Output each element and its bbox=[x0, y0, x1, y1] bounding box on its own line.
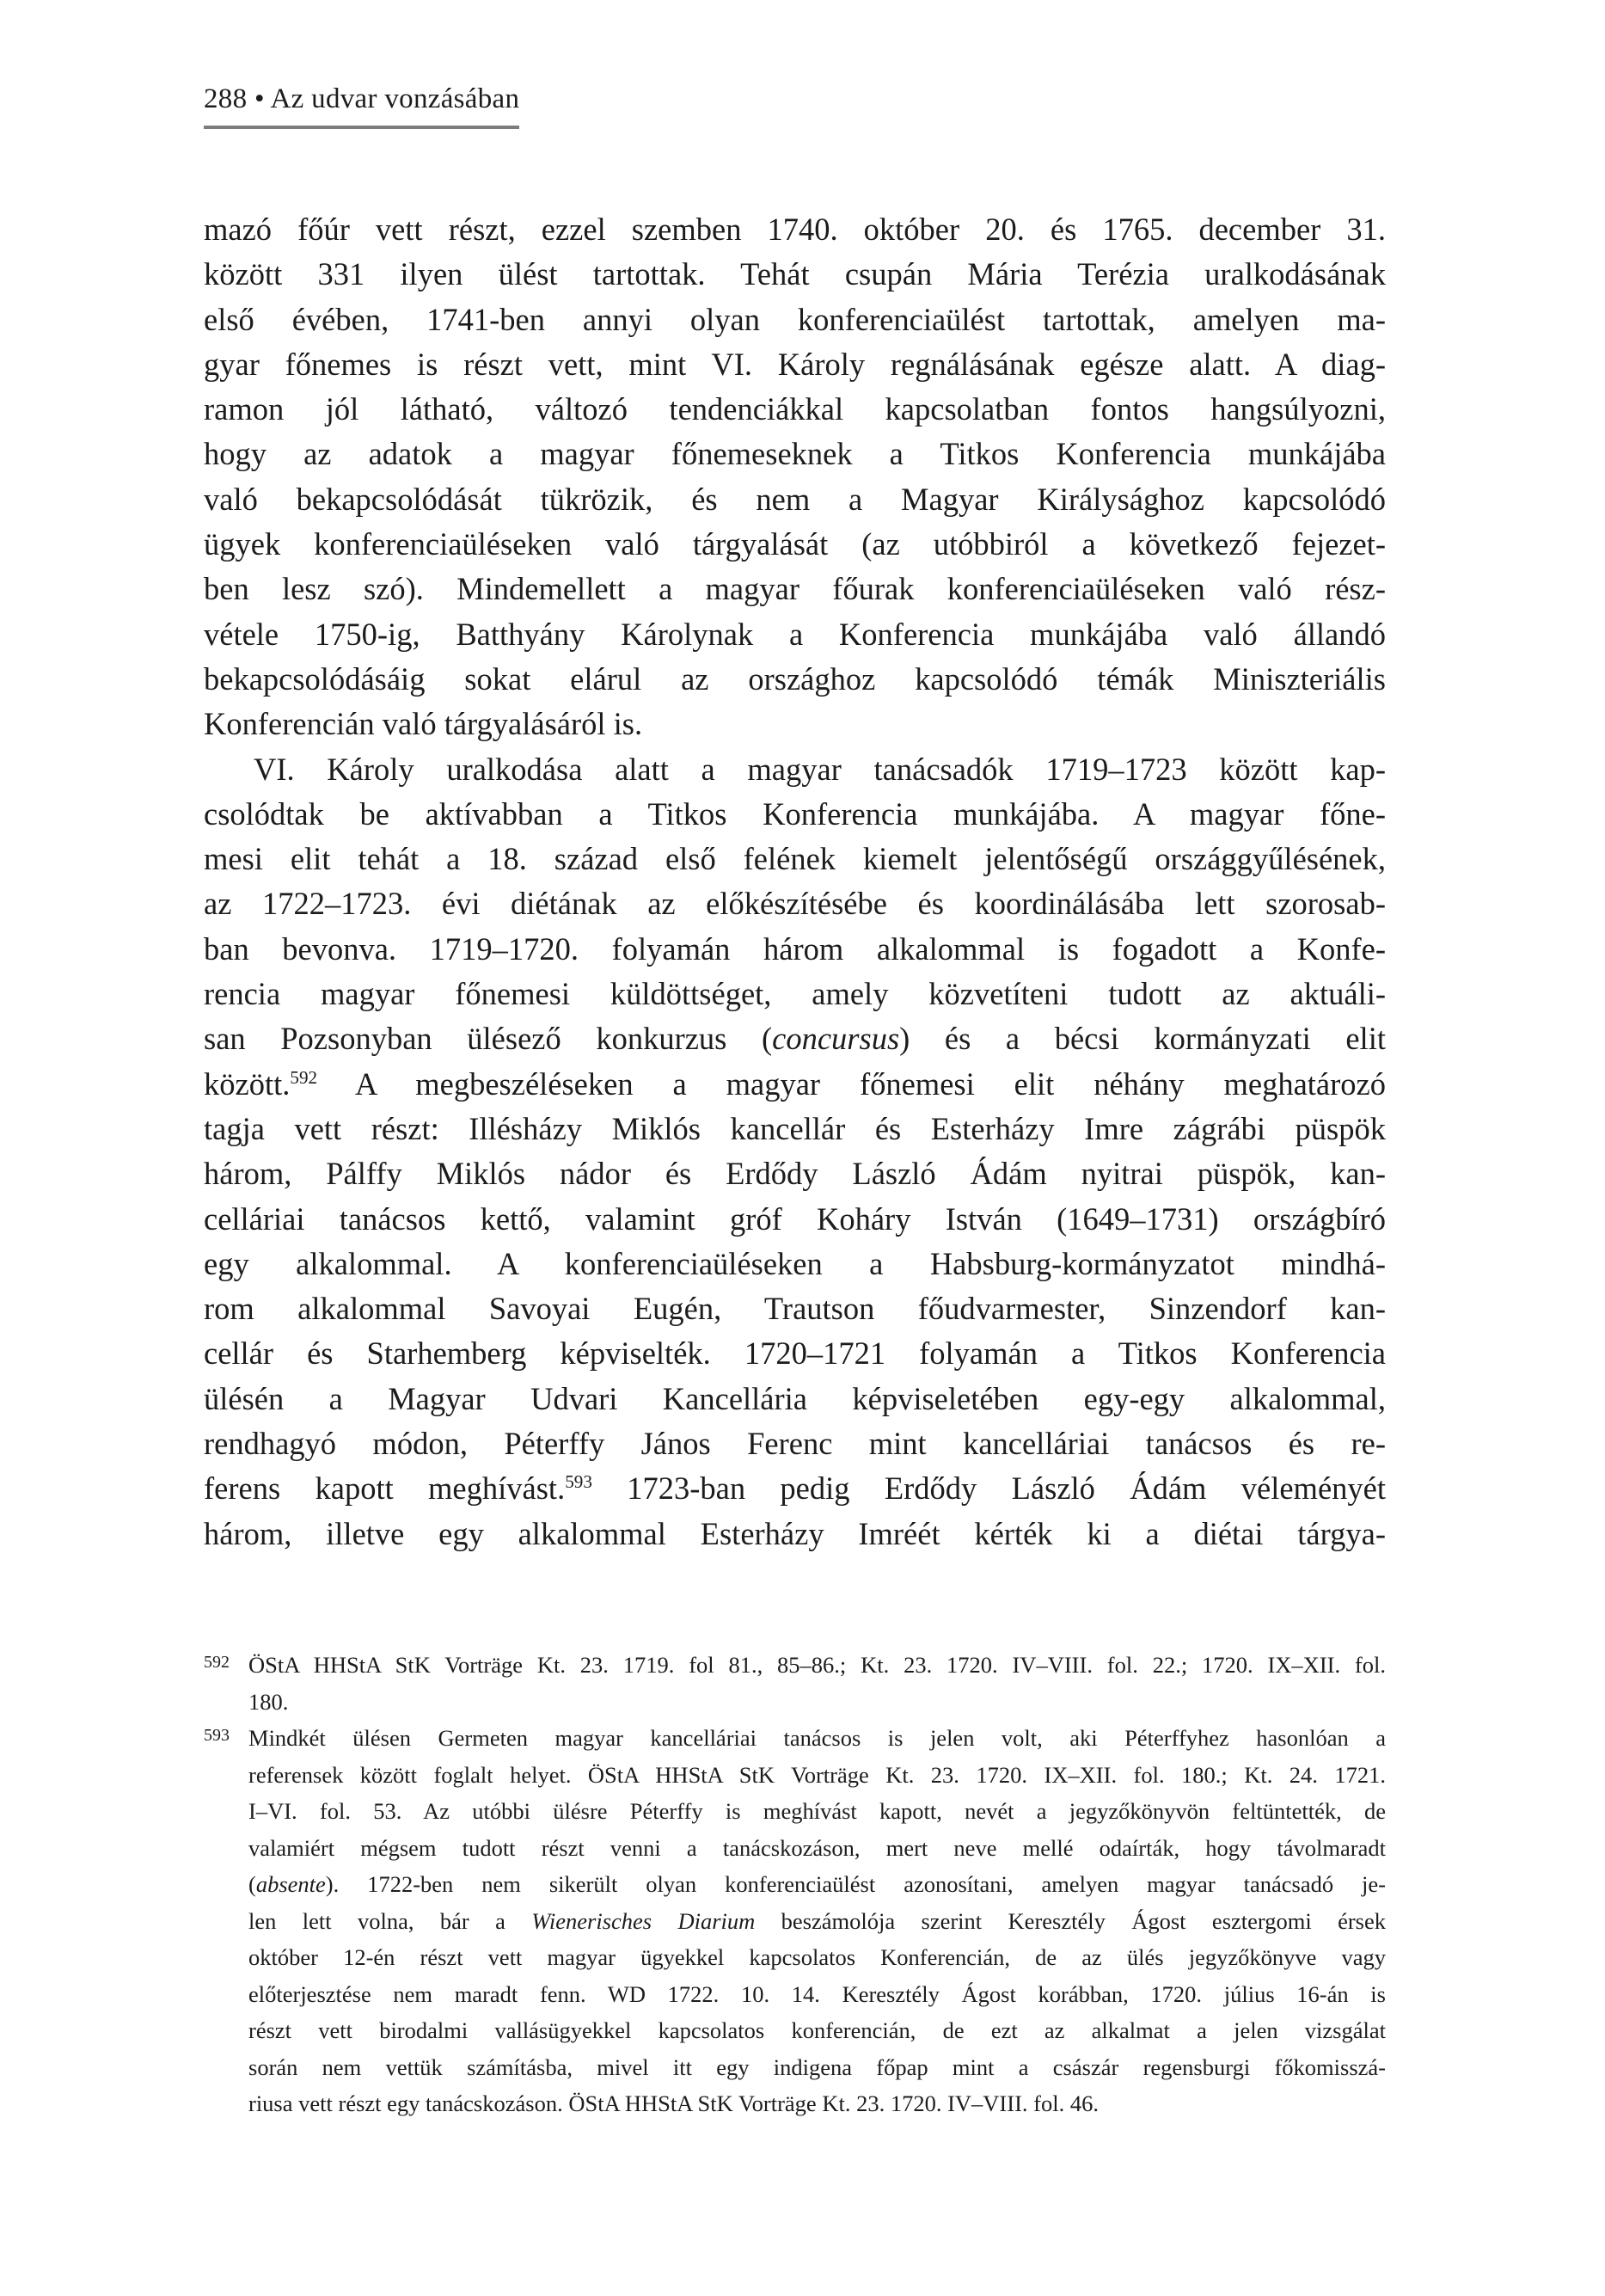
text-run: beszámolója szerint Keresztély Ágost esztergomi érsek bbox=[755, 1907, 1386, 1934]
body-line bbox=[204, 1016, 1386, 1061]
body-line bbox=[204, 1286, 1386, 1331]
text-run: bekapcsolódásáig sokat elárul az országhoz kapcsolódó témák Miniszteriális bbox=[204, 660, 1386, 697]
body-line bbox=[204, 252, 1386, 297]
body-line bbox=[204, 207, 1386, 252]
text-run: Mindkét ülésen Germeten magyar kancelláriai tanácsos is jelen volt, aki Péterffyhez hasonlóan a bbox=[248, 1725, 1386, 1751]
text-run: hogy az adatok a magyar főnemeseknek a Titkos Konferencia munkájába bbox=[204, 436, 1386, 472]
text-run: tagja vett részt: Illésházy Miklós kancellár és Esterházy Imre zágrábi püspök bbox=[204, 1110, 1386, 1146]
body-line bbox=[204, 881, 1386, 926]
text-run: ben lesz szó). Mindemellett a magyar főurak konferenciaüléseken való rész- bbox=[204, 571, 1386, 607]
body-line bbox=[204, 657, 1386, 702]
footnote-line bbox=[248, 1830, 1386, 1867]
body-line bbox=[204, 1197, 1386, 1242]
body-line bbox=[204, 1107, 1386, 1151]
text-run: valamiért mégsem tudott részt venni a tanácskozáson, mert neve mellé odaírták, hogy távolmaradt bbox=[248, 1834, 1386, 1861]
text-run: ÖStA HHStA StK Vorträge Kt. 23. 1719. fol 81., 85–86.; Kt. 23. 1720. IV–VIII. fol. 22.; 1720. IX–XII. fol. bbox=[248, 1652, 1386, 1678]
body-text bbox=[204, 207, 1386, 1556]
text-run: ülésén a Magyar Udvari Kancellária képviseletében egy-egy alkalommal, bbox=[204, 1380, 1386, 1416]
footnote-592 bbox=[204, 1647, 1386, 1720]
text-run: san Pozsonyban ülésező konkurzus ( bbox=[204, 1021, 773, 1057]
text-run: mesi elit tehát a 18. század első felének kiemelt jelentőségű országgyűlésének, bbox=[204, 841, 1386, 877]
footnote-line bbox=[248, 2085, 1386, 2122]
text-run: egy alkalommal. A konferenciaüléseken a Habsburg-kormányzatot mindhá- bbox=[204, 1245, 1386, 1281]
text-run: ) és a bécsi kormányzati elit bbox=[899, 1021, 1386, 1057]
italic-text: Wienerisches Diarium bbox=[531, 1907, 756, 1934]
text-run: rom alkalommal Savoyai Eugén, Trautson főudvarmester, Sinzendorf kan- bbox=[204, 1291, 1386, 1327]
text-run: I–VI. fol. 53. Az utóbbi ülésre Péterffy is meghívást kapott, nevét a jegyzőkönyvön feltüntették, de bbox=[248, 1798, 1386, 1824]
text-run: ügyek konferenciaüléseken való tárgyalását (az utóbbiról a következő fejezet- bbox=[204, 526, 1386, 562]
paragraph-2 bbox=[204, 747, 1386, 1556]
text-run: első évében, 1741-ben annyi olyan konferenciaülést tartottak, amelyen ma- bbox=[204, 301, 1386, 337]
text-run: során nem vettük számításba, mivel itt egy indigena főpap mint a császár regensburgi főkomisszá- bbox=[248, 2054, 1386, 2080]
footnote-line bbox=[248, 1793, 1386, 1830]
body-line bbox=[204, 567, 1386, 611]
text-run: ban bevonva. 1719–1720. folyamán három alkalommal is fogadott a Konfe- bbox=[204, 930, 1386, 967]
text-run: rencia magyar főnemesi küldöttséget, amely közvetíteni tudott az aktuáli- bbox=[204, 976, 1386, 1012]
italic-text: absente bbox=[255, 1871, 326, 1897]
footnotes bbox=[204, 1647, 1386, 2122]
body-line bbox=[204, 1466, 1386, 1511]
footnote-ref: 593 bbox=[565, 1471, 592, 1493]
footnote-line bbox=[248, 1647, 1386, 1684]
text-run: október 12-én részt vett magyar ügyekkel kapcsolatos Konferencián, de az ülés jegyzőkönyve vagy bbox=[248, 1944, 1386, 1970]
text-run: referensek között foglalt helyet. ÖStA HHStA StK Vorträge Kt. 23. 1720. IX–XII. fol. 180.; Kt. 24. 1721. bbox=[248, 1761, 1386, 1788]
body-line bbox=[204, 522, 1386, 567]
text-run: gyar főnemes is részt vett, mint VI. Károly regnálásának egésze alatt. A diag- bbox=[204, 346, 1386, 382]
footnote-line bbox=[248, 2012, 1386, 2049]
text-run: riusa vett részt egy tanácskozáson. ÖStA HHStA StK Vorträge Kt. 23. 1720. IV–VIII. fol. 46. bbox=[248, 2090, 1099, 2116]
text-run: cellár és Starhemberg képviselték. 1720–1721 folyamán a Titkos Konferencia bbox=[204, 1335, 1386, 1372]
text-run: ferens kapott meghívást. bbox=[204, 1470, 566, 1507]
text-run: részt vett birodalmi vallásügyekkel kapcsolatos konferencián, de ezt az alkalmat a jelen vizsgálat bbox=[248, 2017, 1386, 2043]
footnote-line bbox=[248, 1757, 1386, 1794]
text-run: VI. Károly uralkodása alatt a magyar tanácsadók 1719–1723 között kap- bbox=[254, 751, 1386, 787]
text-run: ( bbox=[248, 1871, 256, 1897]
body-line bbox=[204, 927, 1386, 972]
body-line bbox=[204, 612, 1386, 657]
text-run: len lett volna, bár a bbox=[248, 1907, 532, 1934]
body-line bbox=[204, 972, 1386, 1016]
paragraph-1 bbox=[204, 207, 1386, 747]
footnote-ref: 592 bbox=[290, 1066, 318, 1088]
text-run: ). 1722-ben nem sikerült olyan konferenciaülést azonosítani, amelyen magyar tanácsadó je- bbox=[325, 1871, 1386, 1897]
footnote-line bbox=[248, 1866, 1386, 1903]
footnote-line bbox=[248, 2049, 1386, 2086]
body-line bbox=[204, 1331, 1386, 1376]
text-run: mazó főúr vett részt, ezzel szemben 1740. október 20. és 1765. december 31. bbox=[204, 212, 1386, 247]
body-line bbox=[204, 792, 1386, 837]
italic-text: concursus bbox=[772, 1021, 900, 1057]
body-line bbox=[204, 747, 1386, 792]
footnote-line bbox=[248, 1684, 1386, 1721]
footnote-593 bbox=[204, 1720, 1386, 2122]
text-run: három, illetve egy alkalommal Esterházy Imréét kérték ki a diétai tárgya- bbox=[204, 1515, 1386, 1551]
body-line bbox=[204, 298, 1386, 342]
body-line bbox=[204, 477, 1386, 522]
text-run: előterjesztése nem maradt fenn. WD 1722. 10. 14. Keresztély Ágost korábban, 1720. július 16-án is bbox=[248, 1980, 1386, 2007]
body-line bbox=[204, 1242, 1386, 1286]
text-run: A megbeszéléseken a magyar főnemesi elit néhány meghatározó bbox=[317, 1065, 1386, 1102]
text-run: között 331 ilyen ülést tartottak. Tehát csupán Mária Terézia uralkodásának bbox=[204, 256, 1386, 292]
text-run: csolódtak be aktívabban a Titkos Konferencia munkájába. A magyar főne- bbox=[204, 795, 1386, 832]
footnote-lines bbox=[248, 1647, 1386, 1720]
body-line bbox=[204, 387, 1386, 432]
text-run: rendhagyó módon, Péterffy János Ferenc mint kancelláriai tanácsos és re- bbox=[204, 1426, 1386, 1462]
footnote-line bbox=[248, 1720, 1386, 1757]
body-line bbox=[204, 1151, 1386, 1196]
text-run: között. bbox=[204, 1065, 291, 1102]
text-run: az 1722–1723. évi diétának az előkészítésébe és koordinálásába lett szorosab- bbox=[204, 886, 1386, 922]
footnote-line bbox=[248, 1903, 1386, 1940]
body-line bbox=[204, 1512, 1386, 1556]
text-run: 1723-ban pedig Erdődy László Ádám véleményét bbox=[591, 1470, 1386, 1507]
text-run: Konferencián való tárgyalásáról is. bbox=[204, 706, 643, 742]
text-run: vétele 1750-ig, Batthyány Károlynak a Konferencia munkájába való állandó bbox=[204, 616, 1386, 652]
text-run: 180. bbox=[248, 1688, 289, 1715]
text-run: három, Pálffy Miklós nádor és Erdődy László Ádám nyitrai püspök, kan- bbox=[204, 1156, 1386, 1192]
body-line bbox=[204, 837, 1386, 881]
body-line bbox=[204, 1377, 1386, 1421]
body-line bbox=[204, 432, 1386, 476]
footnote-line bbox=[248, 1939, 1386, 1976]
footnote-line bbox=[248, 1976, 1386, 2013]
body-line bbox=[204, 1421, 1386, 1466]
footnote-marker: 593 bbox=[204, 1726, 230, 1745]
body-line bbox=[204, 702, 1386, 746]
body-line bbox=[204, 342, 1386, 387]
text-run: való bekapcsolódását tükrözik, és nem a Magyar Királysághoz kapcsolódó bbox=[204, 481, 1386, 517]
footnote-lines bbox=[248, 1720, 1386, 2122]
text-run: ramon jól látható, változó tendenciákkal kapcsolatban fontos hangsúlyozni, bbox=[204, 391, 1386, 427]
running-head-text: 288 • Az udvar vonzásában bbox=[204, 83, 519, 129]
body-line bbox=[204, 1062, 1386, 1107]
text-run: celláriai tanácsos kettő, valamint gróf Koháry István (1649–1731) országbíró bbox=[204, 1200, 1386, 1237]
footnote-marker: 592 bbox=[204, 1653, 230, 1672]
page-header bbox=[204, 83, 519, 129]
